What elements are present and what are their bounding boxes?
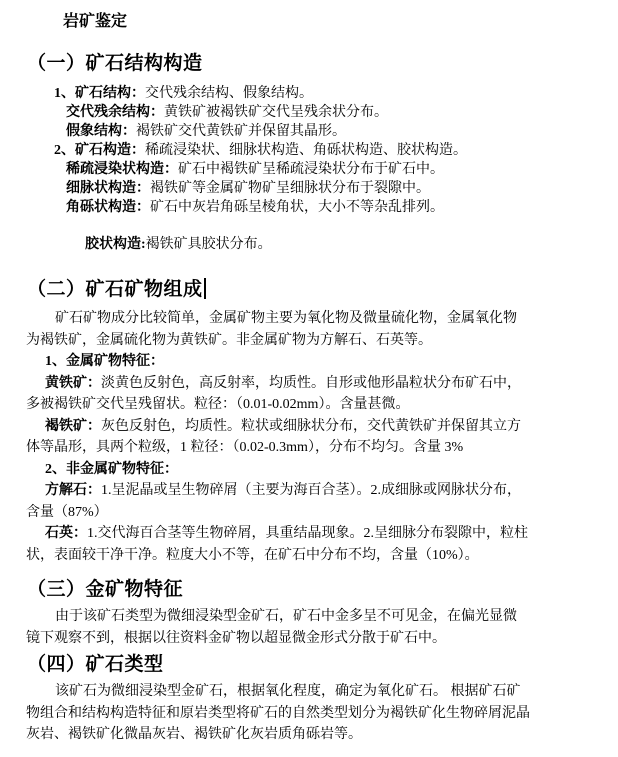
item-text: 黄铁矿被褐铁矿交代呈残余状分布。 bbox=[164, 105, 388, 120]
section-heading-3: （三）金矿物特征 bbox=[27, 579, 184, 600]
list-item bbox=[66, 179, 530, 198]
paragraph bbox=[26, 373, 530, 416]
paragraph bbox=[26, 480, 530, 523]
item-text: 褐铁矿具胶状分布。 bbox=[145, 237, 272, 252]
item-text: 矿石中灰岩角砾呈棱角状，大小不等杂乱排列。 bbox=[150, 200, 444, 215]
list-item bbox=[66, 160, 530, 179]
mineral-label: 方解石： bbox=[45, 483, 101, 498]
mineral-label: 黄铁矿： bbox=[45, 375, 101, 391]
item-label: 角砾状构造： bbox=[66, 200, 150, 215]
paragraph: 由于该矿石类型为微细浸染型金矿石，矿石中金多呈不可见金，在偏光显微镜下观察不到，根据以往资料金矿物以超显微金形式分散于矿石中。 bbox=[26, 609, 517, 646]
item-text: 矿石中褐铁矿呈稀疏浸染状分布于矿石中。 bbox=[178, 162, 444, 177]
list-item bbox=[66, 103, 530, 122]
list-item bbox=[54, 84, 530, 103]
list-item bbox=[54, 141, 530, 160]
item-label: 胶状构造: bbox=[85, 237, 146, 252]
sub-heading: 2、非金属矿物特征： bbox=[45, 461, 178, 477]
section-heading-1: （一）矿石结构构造 bbox=[27, 53, 203, 74]
item-label: 假象结构： bbox=[66, 124, 136, 139]
mineral-text: 1.交代海百合茎等生物碎屑，具重结晶现象。2.呈细脉分布裂隙中，粒柱状，表面较干净干净。粒度大小不等，在矿石中分布不均，含量（10%）。 bbox=[26, 526, 528, 563]
item-text: 褐铁矿交代黄铁矿并保留其晶形。 bbox=[136, 124, 346, 139]
list-item bbox=[66, 198, 530, 217]
paragraph: 矿石矿物成分比较简单，金属矿物主要为氧化物及微量硫化物，金属氧化物为褐铁矿，金属硫化物为黄铁矿。非金属矿物为方解石、石英等。 bbox=[26, 311, 517, 348]
item-text: 褐铁矿等金属矿物矿呈细脉状分布于裂隙中。 bbox=[150, 181, 430, 196]
mineral-text: 淡黄色反射色，高反射率，均质性。自形或他形晶粒状分布矿石中，多被褐铁矿交代呈残留状。粒径：（0.01-0.02mm）。含量甚微。 bbox=[26, 375, 521, 412]
mineral-text: 1.呈泥晶或呈生物碎屑（主要为海百合茎）。2.成细脉或网脉状分布，含量（87%） bbox=[26, 483, 521, 520]
paragraph bbox=[26, 523, 530, 566]
paragraph bbox=[26, 416, 530, 459]
mineral-label: 石英： bbox=[45, 526, 87, 541]
paragraph: 该矿石为微细浸染型金矿石，根据氧化程度，确定为氧化矿石。 根据矿石矿物组合和结构构造特征和原岩类型将矿石的自然类型划分为褐铁矿化生物碎屑泥晶灰岩、褐铁矿化微晶灰岩、褐铁矿化灰岩质角砾岩等。 bbox=[26, 684, 530, 742]
item-label: 1、矿石结构： bbox=[54, 86, 145, 101]
text-cursor bbox=[204, 278, 206, 299]
mineral-label: 褐铁矿： bbox=[45, 418, 101, 434]
sub-heading: 1、金属矿物特征： bbox=[45, 354, 164, 369]
section-heading-2 bbox=[27, 278, 530, 302]
item-label: 2、矿石构造： bbox=[54, 143, 145, 158]
item-text: 稀疏浸染状、细脉状构造、角砾状构造、胶状构造。 bbox=[145, 143, 467, 158]
document-title: 岩矿鉴定 bbox=[63, 13, 128, 30]
list-item bbox=[85, 235, 530, 254]
item-label: 细脉状构造： bbox=[66, 181, 150, 196]
item-label: 交代残余结构： bbox=[66, 105, 164, 120]
list-item bbox=[66, 122, 530, 141]
item-label: 稀疏浸染状构造： bbox=[66, 162, 178, 177]
section-heading-4: （四）矿石类型 bbox=[27, 654, 164, 675]
item-text: 交代残余结构、假象结构。 bbox=[145, 86, 313, 101]
section-heading-2-text: （二）矿石矿物组成 bbox=[27, 279, 203, 300]
mineral-text: 灰色反射色，均质性。粒状或细脉状分布，交代黄铁矿并保留其立方体等晶形，具两个粒级，1 粒径：（0.02-0.3mm），分布不均匀。含量 3% bbox=[26, 418, 521, 455]
